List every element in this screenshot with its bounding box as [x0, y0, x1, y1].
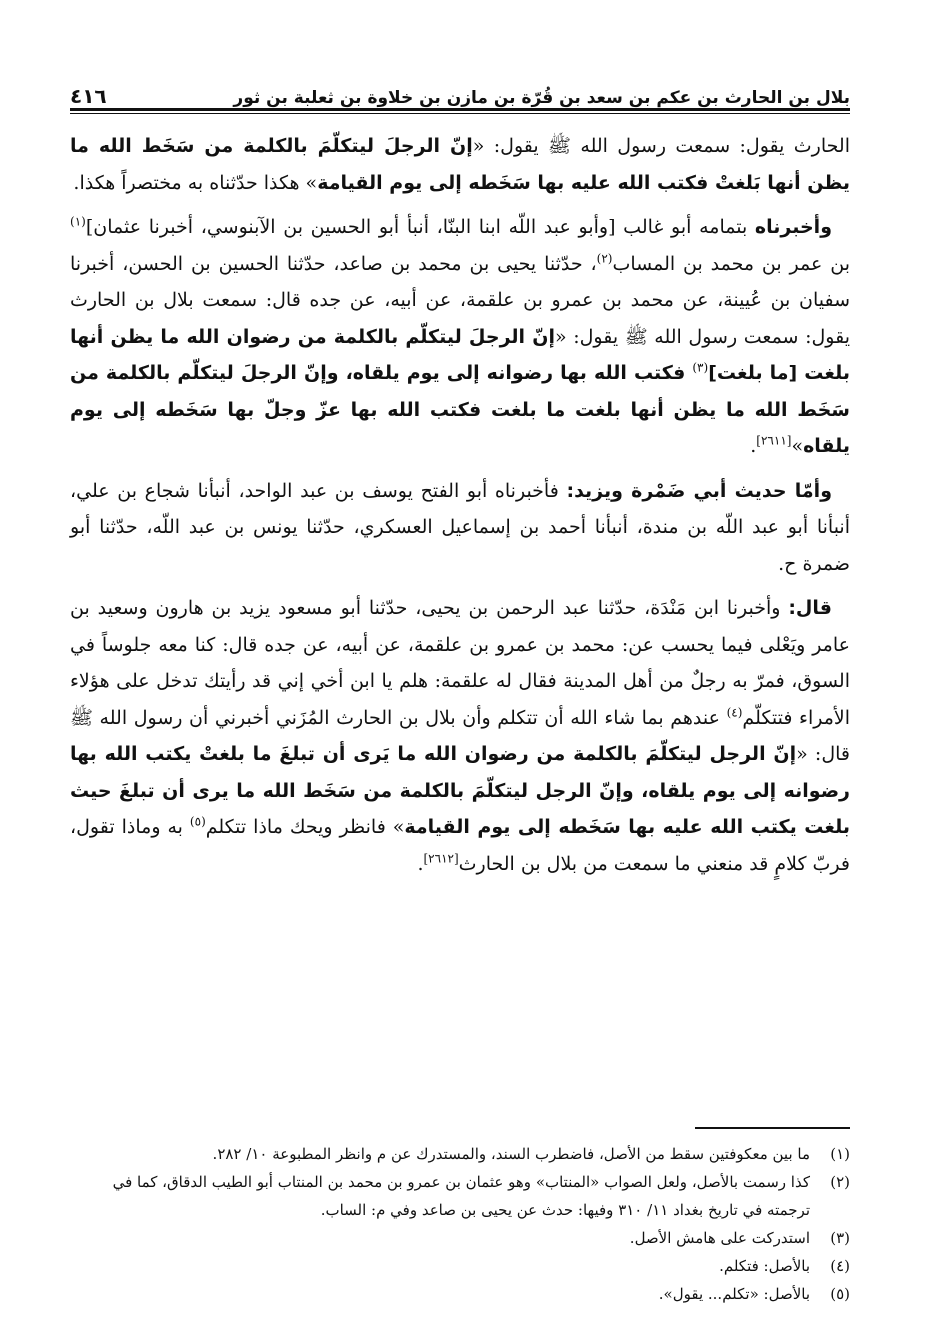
footnote — [70, 1280, 850, 1308]
hadith-number: [٢٦١٢] — [423, 851, 459, 866]
paragraph-lead: وأمّا حديث أبي ضَمْرة ويزيد: — [566, 479, 833, 502]
text-run: » فانظر ويحك ماذا تتكلم — [205, 816, 405, 838]
text-run: بتمامه أبو غالب [وأبو عبد اللّه ابنا البنّا، أنبأ أبو الحسين بن الآبنوسي، أخبرنا عثمان] — [85, 216, 755, 238]
footnote-marker: (١) — [70, 214, 86, 229]
text-run: بن عمر بن محمد بن المساب — [612, 252, 850, 275]
footnote-text: بالأصل: «تكلم... يقول». — [658, 1285, 810, 1303]
footnote-text: استدركت على هامش الأصل. — [629, 1229, 810, 1247]
hadith-text: إنّ الرجلَ ليتكلّم بالكلمة من رضوان الله ما يظن أنها بلغت [ما بلغت] — [70, 325, 851, 384]
hadith-text: إنّ الرجل ليتكلّمَ بالكلمة من رضوان الله ما يَرى أن تبلغَ ما بلغتْ يكتب الله بها رضوانه إلى يوم يلقاه، وإنّ الرجل ليتكلّمَ بالكلمة من سَخَط الله ما يرى أن تبلغَ حيث بلغت يكتب الله عليه بها سَخَطه إلى يوم القيامة — [70, 743, 850, 838]
text-run: . — [750, 435, 757, 457]
footnote-text: بالأصل: فتكلم. — [719, 1257, 810, 1275]
main-text — [70, 128, 850, 890]
footnote-marker: (٣) — [692, 360, 709, 375]
footnote-text: كذا رسمت بالأصل، ولعل الصواب «المنتاب» وهو عثمان بن عمرو بن محمد بن المنتاب أبو الطيب الدقاق، كما في ترجمته في تاريخ بغداد ١١/ ٣١٠ وفيها: حدث عن يحيى بن صاعد وفي م: الساب. — [112, 1173, 810, 1219]
hadith-text: إنّ الرجلَ ليتكلّمَ بالكلمة من سَخَط الله ما يظن أنها بَلغتْ فكتب الله عليه بها سَخَطه إلى يوم القيامة — [70, 135, 850, 194]
footnote-marker: (٥) — [189, 814, 206, 829]
footnote-number: (٢) — [830, 1173, 850, 1191]
text-run: ، حدّثنا يحيى بن محمد بن صاعد، حدّثنا الحسين بن الحسن، أخبرنا سفيان بن عُيينة، عن محمد بن عمرو بن علقمة، عن أبيه، عن جده قال: سمعت بلال بن الحارث يقول: سمعت رسول الله ﷺ يقول: « — [70, 252, 850, 348]
header-rule-thin — [70, 113, 850, 114]
footnote-text: ما بين معكوفتين سقط من الأصل، فاضطرب السند، والمستدرك عن م وانظر المطبوعة ١٠/ ٢٨٢. — [212, 1145, 810, 1163]
footnote — [70, 1252, 850, 1280]
page-header — [70, 68, 850, 108]
header-rule — [70, 108, 850, 111]
text-run: فأخبرناه أبو الفتح يوسف بن عبد الواحد، أنبأنا شجاع بن علي، أنبأنا أبو عبد اللّه بن مندة، أنبأنا أحمد بن إسماعيل العسكري، حدّثنا يونس بن عبد اللّه، حدّثنا أبو ضمرة ح. — [70, 479, 850, 575]
paragraph-lead: قال: — [788, 597, 832, 619]
footnotes — [70, 1140, 850, 1308]
footnote-separator — [695, 1127, 850, 1129]
paragraph-lead: وأخبرناه — [754, 216, 832, 238]
text-run: وأخبرنا ابن مَنْدَة، حدّثنا عبد الرحمن بن يحيى، حدّثنا أبو مسعود يزيد بن هارون وسعيد بن عامر ويَعْلى فيما يحسب عن: محمد بن عمرو بن علقمة، عن أبيه، عن جده قال: كنا معه جلوساً في السوق، فمرّ به رجلٌ من أهل المدينة فقال له علقمة: هلم يا ابن أخي إني قد رأيتك تدخل على هؤلاء الأمراء فتتكلّم — [70, 597, 850, 729]
text-run: عندهم بما شاء الله أن تتكلم وأن بلال بن الحارث المُزَني أخبرني أن رسول الله ﷺ قال: « — [70, 706, 850, 765]
footnote — [70, 1224, 850, 1252]
footnote-marker: (٤) — [726, 705, 743, 720]
page-number: ٤١٦ — [70, 84, 107, 108]
running-title: بلال بن الحارث بن عكم بن سعد بن قُرّة بن مازن بن خلاوة بن ثعلبة بن ثور — [233, 88, 850, 108]
text-run: . — [417, 852, 424, 875]
text-run: الحارث يقول: سمعت رسول الله ﷺ يقول: « — [472, 135, 850, 157]
hadith-number: [٢٦١١] — [756, 433, 792, 448]
footnote-number: (١) — [830, 1145, 850, 1163]
footnote-marker: (٢) — [596, 251, 613, 266]
text-run: » هكذا حدّثناه به مختصراً هكذا. — [73, 171, 318, 194]
footnote — [70, 1168, 850, 1224]
hadith-text: فكتب الله بها رضوانه إلى يوم يلقاه، وإنّ الرجلَ ليتكلّم بالكلمة من سَخَط الله ما يظن أنها بلغت ما بلغت فكتب الله بها عزّ وجلّ بها سَخَطه إلى يوم يلقاه — [70, 362, 850, 457]
paragraph-1 — [70, 128, 850, 201]
footnote — [70, 1140, 850, 1168]
footnote-number: (٥) — [830, 1285, 850, 1303]
footnote-number: (٣) — [830, 1229, 850, 1247]
paragraph-4 — [70, 590, 850, 882]
text-run: به وماذا تقول، فربّ كلامٍ قد منعني ما سمعت من بلال بن الحارث — [70, 816, 850, 875]
footnote-number: (٤) — [830, 1257, 850, 1275]
book-page — [70, 60, 850, 1310]
paragraph-2 — [70, 209, 850, 465]
text-run: » — [791, 435, 804, 457]
paragraph-3 — [70, 473, 850, 583]
